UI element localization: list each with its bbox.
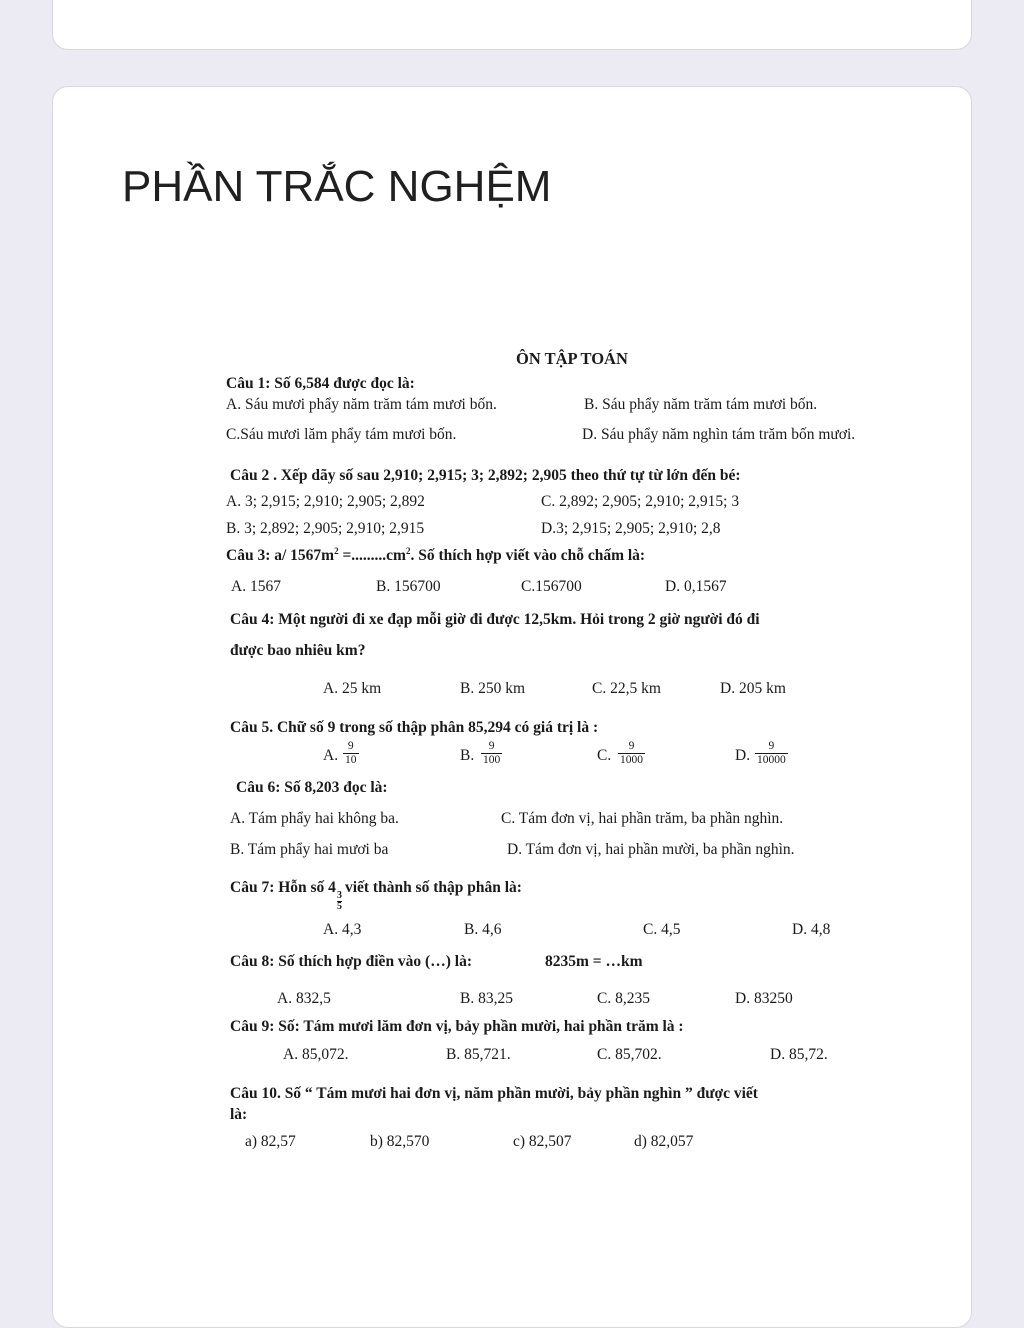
q3-option-c: C.156700 (521, 578, 582, 595)
q8-option-c: C. 8,235 (597, 990, 650, 1007)
q10-stem-line1: Câu 10. Số “ Tám mươi hai đơn vị, năm phần mười, bảy phần nghìn ” được viết (230, 1085, 758, 1102)
q10-stem-line2: là: (230, 1106, 248, 1123)
q6-option-b: B. Tám phẩy hai mươi ba (230, 841, 389, 858)
q7-mixed-number-fraction: $\frac{3}{5}$ (336, 890, 342, 912)
q4-option-d: D. 205 km (720, 680, 786, 697)
q5-option-a-fraction: $\frac{9}{10}$ (345, 740, 357, 766)
q7-option-d: D. 4,8 (792, 921, 831, 938)
q5-stem: Câu 5. Chữ số 9 trong số thập phân 85,294 có giá trị là : (230, 719, 599, 736)
q6-option-a: A. Tám phẩy hai không ba. (230, 810, 399, 827)
q10-option-d: d) 82,057 (634, 1133, 694, 1150)
q7-option-c: C. 4,5 (643, 921, 681, 938)
q2-option-c: C. 2,892; 2,905; 2,910; 2,915; 3 (541, 493, 740, 510)
q4-stem-line2: được bao nhiêu km? (230, 642, 366, 659)
q9-option-c: C. 85,702. (597, 1046, 662, 1063)
q8-option-b: B. 83,25 (460, 990, 513, 1007)
q7-option-b: B. 4,6 (464, 921, 502, 938)
q5-option-a-label: A. (323, 747, 339, 764)
q5-option-b-fraction: $\frac{9}{100}$ (483, 740, 501, 766)
q5-option-c-label: C. (597, 747, 612, 764)
q2-option-d: D.3; 2,915; 2,905; 2,910; 2,8 (541, 520, 721, 537)
q7-option-a: A. 4,3 (323, 921, 362, 938)
q6-option-d: D. Tám đơn vị, hai phần mười, ba phần nghìn. (507, 841, 795, 858)
q9-option-d: D. 85,72. (770, 1046, 828, 1063)
q2-stem: Câu 2 . Xếp dãy số sau 2,910; 2,915; 3; 2,892; 2,905 theo thứ tự từ lớn đến bé: (230, 467, 741, 484)
q9-stem: Câu 9: Số: Tám mươi lăm đơn vị, bảy phần mười, hai phần trăm là : (230, 1018, 684, 1035)
q3-stem: Câu 3: a/ $1567m^2 =.........cm^2$. Số thích hợp viết vào chỗ chấm là: (226, 546, 646, 564)
q5-option-c-fraction: $\frac{9}{1000}$ (620, 740, 643, 766)
q2-option-b: B. 3; 2,892; 2,905; 2,910; 2,915 (226, 520, 425, 537)
q10-option-b: b) 82,570 (370, 1133, 430, 1150)
q5-option-b-label: B. (460, 747, 475, 764)
q1-option-c: C.Sáu mươi lăm phẩy tám mươi bốn. (226, 426, 457, 443)
q10-option-a: a) 82,57 (245, 1133, 296, 1150)
q3-option-b: B. 156700 (376, 578, 441, 595)
worksheet-heading: ÔN TẬP TOÁN (516, 349, 628, 368)
q4-option-a: A. 25 km (323, 680, 382, 697)
q8-expression: 8235m = …km (545, 953, 643, 970)
q9-option-a: A. 85,072. (283, 1046, 349, 1063)
q5-option-d-fraction: $\frac{9}{10000}$ (757, 740, 786, 766)
section-title: PHẦN TRẮC NGHỆM (122, 162, 552, 211)
q2-option-a: A. 3; 2,915; 2,910; 2,905; 2,892 (226, 493, 425, 510)
q4-option-c: C. 22,5 km (592, 680, 661, 697)
q6-option-c: C. Tám đơn vị, hai phần trăm, ba phần nghìn. (501, 810, 784, 827)
q1-option-a: A. Sáu mươi phẩy năm trăm tám mươi bốn. (226, 396, 497, 413)
q10-option-c: c) 82,507 (513, 1133, 572, 1150)
q6-stem: Câu 6: Số 8,203 đọc là: (236, 779, 388, 796)
q1-option-b: B. Sáu phẩy năm trăm tám mươi bốn. (584, 396, 818, 413)
q8-stem: Câu 8: Số thích hợp điền vào (…) là: (230, 953, 472, 970)
q3-option-d: D. 0,1567 (665, 578, 727, 595)
q3-option-a: A. 1567 (231, 578, 281, 595)
q7-stem: Câu 7: Hỗn số 4 $\frac{3}{5}$ viết thành số thập phân là: (230, 879, 522, 912)
q1-option-d: D. Sáu phẩy năm nghìn tám trăm bốn mươi. (582, 426, 856, 443)
q8-option-d: D. 83250 (735, 990, 793, 1007)
q4-stem-line1: Câu 4: Một người đi xe đạp mỗi giờ đi được 12,5km. Hỏi trong 2 giờ người đó đi (230, 611, 760, 628)
q1-stem: Câu 1: Số 6,584 được đọc là: (226, 375, 415, 392)
q5-option-d-label: D. (735, 747, 751, 764)
q9-option-b: B. 85,721. (446, 1046, 511, 1063)
q8-option-a: A. 832,5 (277, 990, 331, 1007)
q4-option-b: B. 250 km (460, 680, 526, 697)
